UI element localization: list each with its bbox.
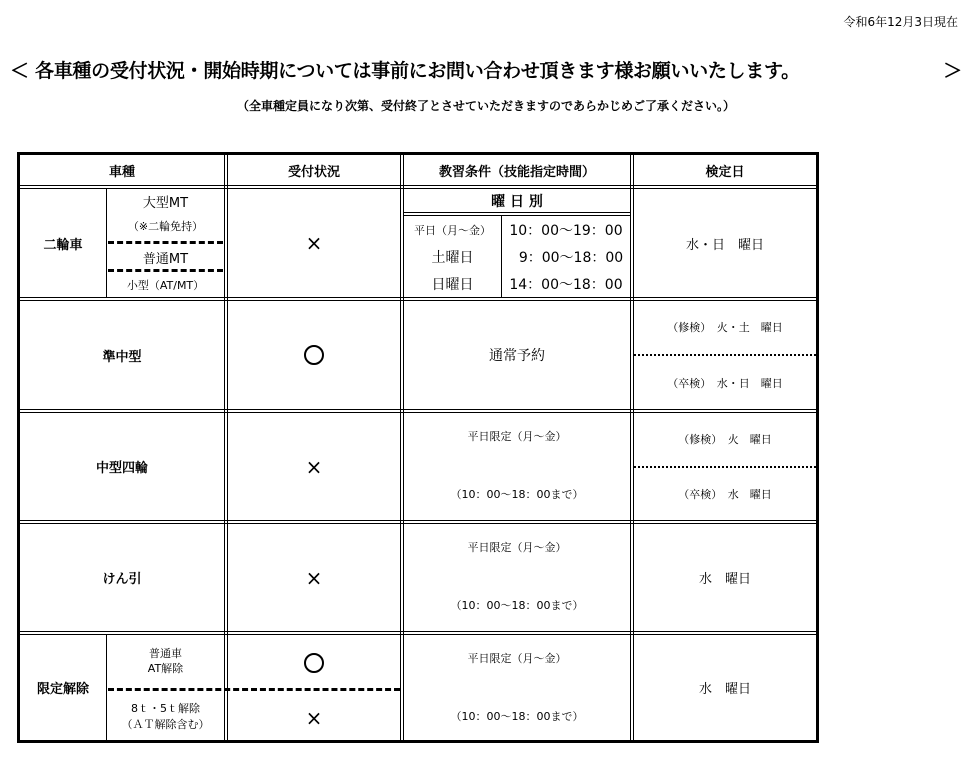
title-left-bracket: ＜ bbox=[10, 60, 29, 82]
medium-exam-graduation: （卒検） 水 曜日 bbox=[678, 488, 772, 501]
motorcycle-sub-large-note: （※二輪免持） bbox=[127, 220, 204, 233]
title-text: 各車種の受付状況・開始時期については事前にお問い合わせ頂きます様お願いいたします。 bbox=[35, 60, 800, 82]
motorcycle-sub-large: 大型MT bbox=[142, 195, 189, 211]
towing-exam-day: 水 曜日 bbox=[698, 572, 751, 587]
medium-cond-line2: （10：00～18：00まで） bbox=[450, 488, 584, 501]
schedule-table bbox=[17, 152, 819, 743]
motorcycle-time-saturday: 9：00～18：00 bbox=[518, 250, 624, 266]
motorcycle-day-weekday: 平日（月～金） bbox=[414, 224, 491, 237]
motorcycle-sub-normal: 普通MT bbox=[142, 251, 189, 267]
limit-release-sub2-line2: （ＡＴ解除含む） bbox=[121, 718, 210, 731]
limit-release-sub1-line2: AT解除 bbox=[147, 662, 184, 675]
header-status: 受付状況 bbox=[287, 164, 340, 180]
medium-exam-repair: （修検） 火 曜日 bbox=[678, 433, 772, 446]
medium-label: 中型四輪 bbox=[95, 461, 148, 476]
towing-status-mark: × bbox=[305, 565, 323, 590]
motorcycle-day-saturday: 土曜日 bbox=[431, 250, 474, 266]
limit-release-sub1-line1: 普通車 bbox=[149, 647, 182, 660]
circle-mark-icon bbox=[304, 653, 324, 673]
limit-release-sub2-line1: 8ｔ・5ｔ解除 bbox=[131, 702, 200, 715]
medium-status-mark: × bbox=[305, 454, 323, 479]
motorcycle-day-sunday: 日曜日 bbox=[431, 277, 474, 293]
towing-cond-line1: 平日限定（月～金） bbox=[467, 541, 567, 554]
motorcycle-status-mark: × bbox=[305, 231, 323, 255]
page-subtitle: （全車種定員になり次第、受付終了とさせていただきますのであらかじめご了承ください。） bbox=[236, 99, 735, 113]
circle-mark-icon bbox=[304, 345, 324, 365]
medium-cond-line1: 平日限定（月～金） bbox=[467, 430, 567, 443]
semi-medium-exam-repair: （修検） 火・土 曜日 bbox=[667, 321, 783, 334]
limit-release-sub1-status bbox=[228, 645, 400, 681]
page-title bbox=[10, 56, 962, 83]
motorcycle-exam-day: 水・日 曜日 bbox=[685, 237, 764, 253]
semi-medium-conditions: 通常予約 bbox=[489, 348, 545, 364]
motorcycle-time-weekday: 10：00～19：00 bbox=[509, 223, 623, 239]
motorcycle-sub-small: 小型（AT/MT） bbox=[126, 279, 205, 292]
semi-medium-label: 準中型 bbox=[102, 349, 142, 365]
semi-medium-status bbox=[228, 301, 400, 409]
limit-release-cond-line1: 平日限定（月～金） bbox=[467, 652, 567, 665]
limit-release-sub2-status: × bbox=[305, 706, 323, 730]
towing-cond-line2: （10：00～18：00まで） bbox=[450, 599, 584, 612]
date-stamp: 令和6年12月3日現在 bbox=[843, 15, 958, 29]
limit-release-cond-line2: （10：00～18：00まで） bbox=[450, 710, 584, 723]
motorcycle-day-header: 曜 日 別 bbox=[491, 193, 543, 210]
semi-medium-exam-graduation: （卒検） 水・日 曜日 bbox=[667, 377, 783, 390]
towing-label: けん引 bbox=[102, 572, 142, 587]
motorcycle-time-sunday: 14：00～18：00 bbox=[509, 277, 623, 293]
motorcycle-label: 二輪車 bbox=[43, 237, 83, 253]
title-right-bracket: ＞ bbox=[943, 60, 962, 82]
header-exam-day: 検定日 bbox=[705, 164, 745, 180]
header-conditions: 教習条件（技能指定時間） bbox=[438, 164, 595, 180]
header-vehicle: 車種 bbox=[108, 164, 135, 180]
limit-release-exam-day: 水 曜日 bbox=[698, 682, 751, 697]
limit-release-label: 限定解除 bbox=[36, 682, 89, 697]
